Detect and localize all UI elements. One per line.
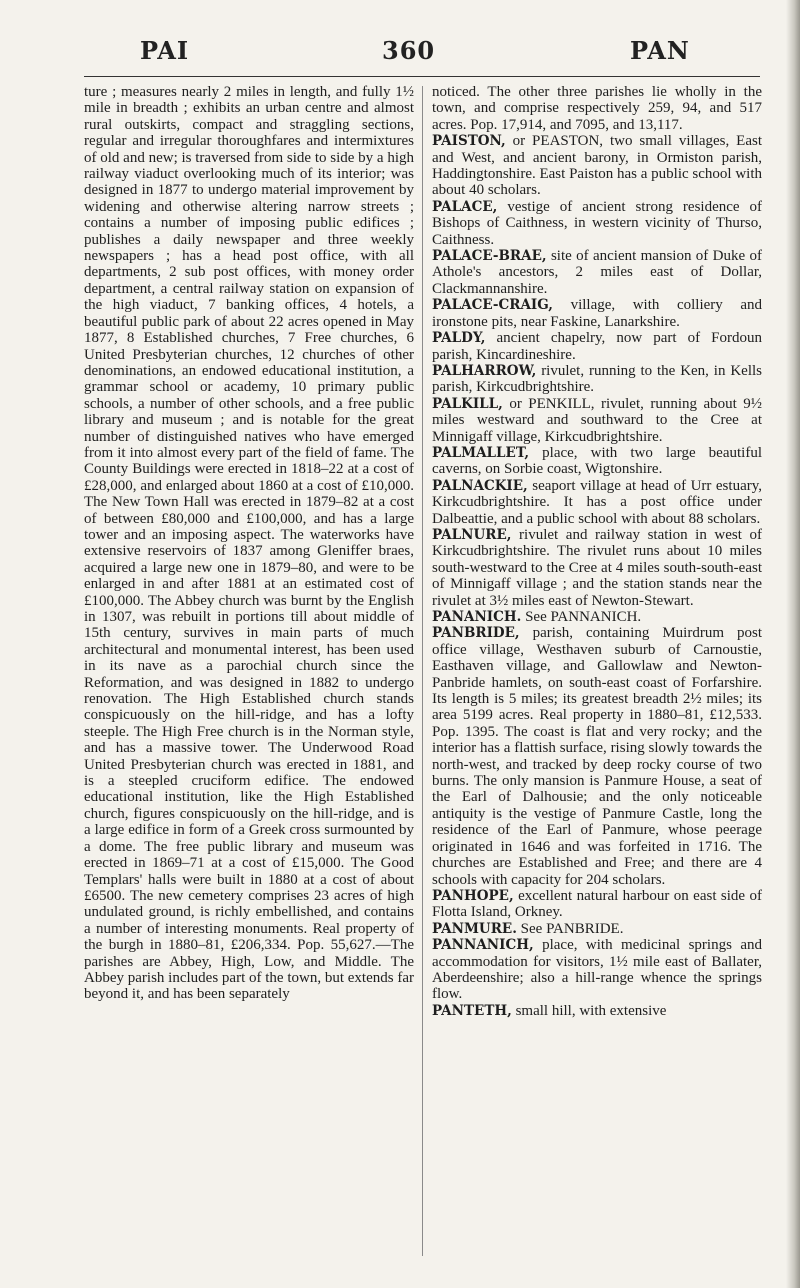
entry-text: rivulet, running to the Ken, in Kells parish, Kirkcudbrightshire. (432, 362, 762, 396)
entry-text: or PENKILL, rivulet, running about 9½ miles westward and southward to the Cree at Minnigaff village, Kirkcudbrightshire. (432, 395, 762, 445)
gazetteer-entry (432, 625, 762, 888)
entry-text: small hill, with extensive (511, 1002, 667, 1019)
entry-headword: PAISTON, (432, 133, 506, 150)
entry-headword: PALNACKIE, (432, 477, 528, 494)
gazetteer-entry (432, 527, 762, 609)
entry-text: seaport village at head of Urr estuary, Kirkcudbrightshire. It has a post office under Dalbeattie, and a public school with about 88 scholars. (432, 477, 762, 527)
page-number: 360 (382, 36, 436, 65)
gazetteer-entry (432, 297, 762, 330)
gazetteer-entry (432, 921, 762, 937)
column-divider (422, 86, 423, 1256)
entry-headword: PANHOPE, (432, 887, 514, 904)
gazetteer-entry (432, 937, 762, 1003)
entry-text: village, with colliery and ironstone pits, near Faskine, Lanarkshire. (432, 297, 762, 330)
entry-text: See PANNANICH. (521, 609, 642, 625)
header-rule (84, 76, 760, 77)
gazetteer-entry (432, 133, 762, 199)
gazetteer-entry (432, 888, 762, 921)
entry-headword: PANBRIDE, (432, 625, 520, 642)
entry-text: or PEASTON, two small villages, East and West, and ancient barony, in Ormiston parish, Haddingtonshire. East Paiston has a public school with about 40 scholars. (432, 133, 762, 199)
entry-headword: PANMURE. (432, 920, 517, 937)
entry-text: vestige of ancient strong residence of Bishops of Caithness, in western vicinity of Thurso, Caithness. (432, 198, 762, 248)
entry-text: place, with medicinal springs and accommodation for visitors, 1½ mile east of Ballater, Aberdeenshire; also a hill-range whence the springs flow. (432, 937, 762, 1003)
running-header (70, 36, 760, 72)
left-column (84, 84, 414, 1003)
gazetteer-entry (432, 1003, 762, 1019)
entry-headword: PALHARROW, (432, 362, 537, 379)
gazetteer-entry (432, 609, 762, 625)
gazetteer-entry (432, 396, 762, 445)
page-edge-shadow (786, 0, 800, 1288)
entry-text: place, with two large beautiful caverns, on Sorbie coast, Wigtonshire. (432, 444, 762, 478)
entry-text: See PANBRIDE. (516, 920, 624, 937)
header-left-guideword: PAI (140, 36, 190, 65)
entry-text: parish, containing Muirdrum post office village, Westhaven suburb of Carnoustie, Easthaven village, and Gallowlaw and Newton-Panbride hamlets, on south-east coast of Forfarshire. Its length is 5 miles; its greatest breadth 2½ miles; its area 5199 acres. Real property in 1880–81, £12,533. Pop. 1395. The coast is flat and very rocky; and the interior has a flattish surface, rising slowly towards the north-west, and tracked by deep rocky course of two burns. The only mansion is Panmure House, a seat of the Earl of Dalhousie; and the only noticeable antiquity is the vestige of Panmure Castle, long the residence of the Earl of Panmure, whose peerage originated in 1646 and was forfeited in 1716. The churches are Established and Free; and there are 4 schools with capacity for 204 scholars. (432, 625, 762, 888)
entry-headword: PANNANICH, (432, 937, 534, 954)
gazetteer-entry (432, 330, 762, 363)
entry-headword: PALNURE, (432, 526, 512, 543)
entry-text: excellent natural harbour on east side of Flotta Island, Orkney. (432, 887, 762, 921)
entry-headword: PALDY, (432, 330, 486, 347)
gazetteer-entry (432, 248, 762, 297)
entry-headword: PALACE-CRAIG, (432, 297, 553, 314)
paisley-entry-continuation: ture ; measures nearly 2 miles in length, and fully 1½ mile in breadth ; exhibits an urban centre and almost rural outskirts, compact and straggling sections, regular and irregular thoroughfares and intermixtures of old and new; is traversed from side to side by a high railway viaduct overlooking much of its interior; was designed in 1877 to undergo material improvement by widening and otherwise altering narrow streets ; contains a number of imposing public edifices ; publishes a daily newspaper and three weekly newspapers ; has a head post office, with all departments, 2 sub post offices, with money order department, a central railway station on expansion of the high viaduct, 7 banking offices, 4 hotels, a beautiful public park of about 22 acres opened in May 1877, 8 Established churches, 7 Free churches, 6 United Presbyterian churches, 12 churches of other denominations, an endowed educational institution, a grammar school or academy, 10 primary public schools, a number of other schools, and a free public library and museum ; and is notable for the great number of distinguished natives who have emerged from it into almost every part of the field of fame. The County Buildings were erected in 1818–22 at a cost of £28,000, and enlarged about 1860 at a cost of £10,000. The New Town Hall was erected in 1879–82 at a cost of between £80,000 and £100,000, and has a large tower and an imposing aspect. The waterworks have extensive reservoirs of 1837 among Gleniffer braes, acquired a large new one in 1879–80, and were to be enlarged in and after 1881 at an estimated cost of £100,000. The Abbey church was burnt by the English in 1307, was rebuilt in portions till about middle of 15th century, survives in main parts of much architectural and monumental interest, has been used in its nave as a parochial church since the Reformation, and was designed in 1882 to undergo renovation. The High Established church stands conspicuously on the hill-ridge, and has a lofty steeple. The High Free church is in the Norman style, and has a massive tower. The Underwood Road United Presbyterian church was erected in 1881, and is a steepled cruciform edifice. The endowed educational institution, like the High Established church, figures conspicuously on the hill-ridge, and is a large edifice in form of a Greek cross surmounted by a dome. The free public library and museum was erected in 1869–71 at a cost of £15,000. The Good Templars' halls were built in 1880 at a cost of about £6500. The new cemetery comprises 23 acres of high undulated ground, is richly embellished, and contains a number of interesting monuments. Real property of the burgh in 1880–81, £206,334. Pop. 55,627.—The parishes are Abbey, High, Low, and Middle. The Abbey parish includes part of the town, but extends far beyond it, and has been separately (84, 84, 414, 1003)
gazetteer-entry (432, 363, 762, 396)
gazetteer-entry (432, 445, 762, 478)
paisley-parishes-continuation: noticed. The other three parishes lie wholly in the town, and comprise respectively 259, 94, and 517 acres. Pop. 17,914, and 7095, and 13,117. (432, 84, 762, 133)
entry-headword: PALACE, (432, 198, 498, 215)
right-column (432, 84, 762, 1019)
entry-headword: PALMALLET, (432, 444, 530, 461)
entry-text: rivulet and railway station in west of Kirkcudbrightshire. The rivulet runs about 10 miles south-westward to the Cree at 4 miles south-south-east of Minnigaff village ; and the station stands near the rivulet at 3½ miles east of Newton-Stewart. (432, 526, 762, 609)
entry-headword: PALKILL, (432, 395, 503, 412)
entry-headword: PANANICH. (432, 609, 522, 625)
entry-text: site of ancient mansion of Duke of Athole's ancestors, 2 miles east of Dollar, Clackmannanshire. (432, 248, 762, 297)
entry-headword: PANTETH, (432, 1002, 512, 1019)
entry-headword: PALACE-BRAE, (432, 248, 547, 265)
gazetteer-entries (432, 133, 762, 1019)
entry-text: ancient chapelry, now part of Fordoun parish, Kincardineshire. (432, 330, 762, 363)
gazetteer-entry (432, 478, 762, 527)
gazetteer-entry (432, 199, 762, 248)
header-right-guideword: PAN (630, 36, 690, 65)
